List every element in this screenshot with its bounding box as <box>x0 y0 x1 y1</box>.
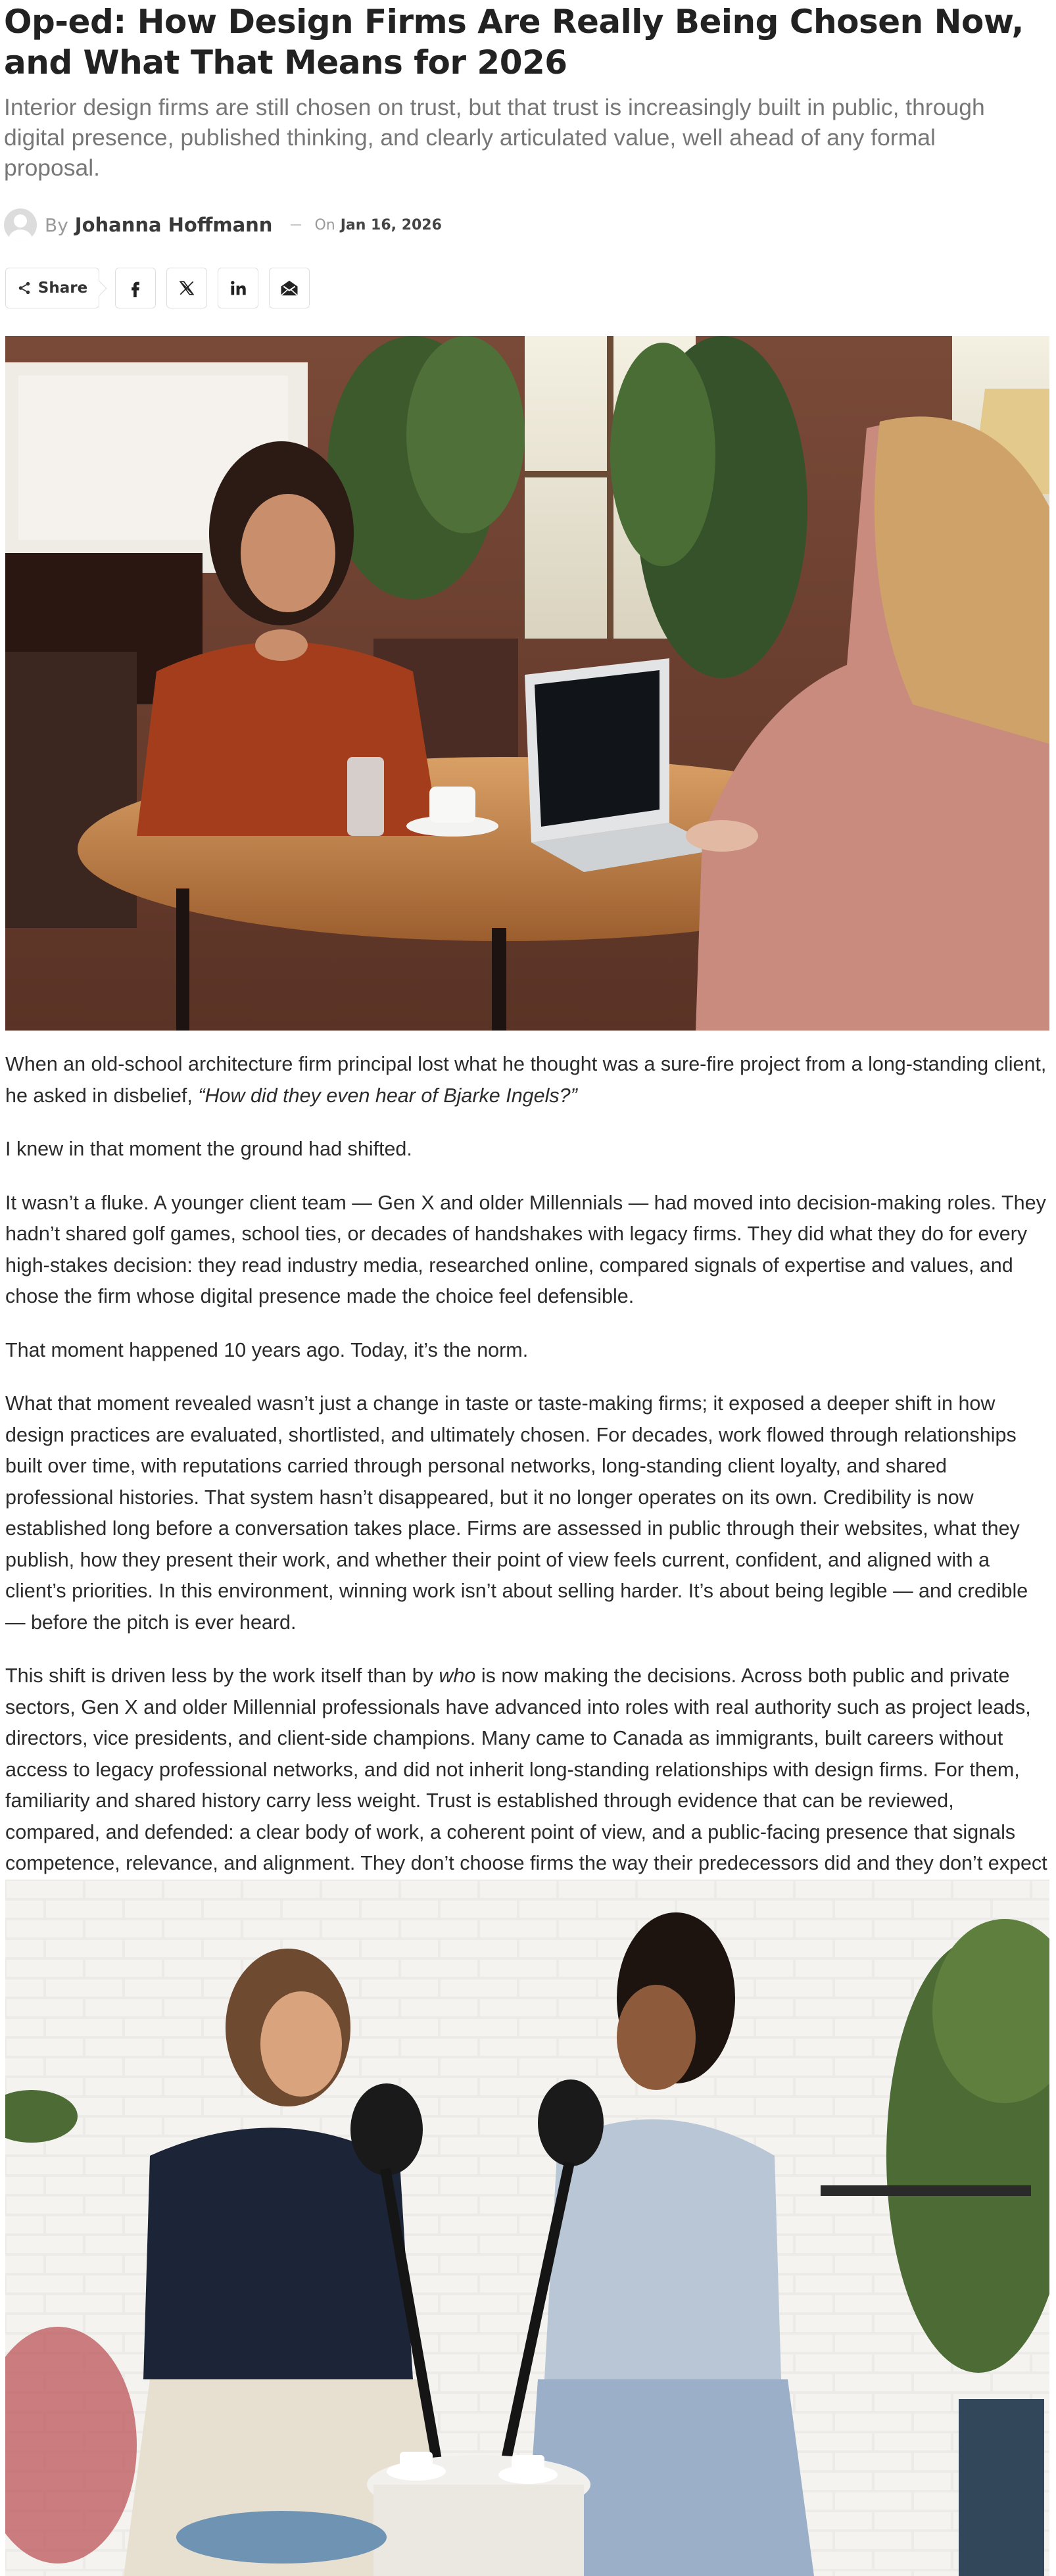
x-icon <box>178 279 195 297</box>
share-x-button[interactable] <box>166 268 207 308</box>
paragraph-6 <box>5 1661 1051 1910</box>
byline <box>4 208 661 242</box>
hero-image-meeting <box>5 336 1049 1031</box>
article-headline: Op-ed: How Design Firms Are Really Being Chosen Now, and What That Means for 2026 <box>4 3 1024 82</box>
article-dek: Interior design firms are still chosen on trust, but that trust is increasingly built in public, through digital presence, published thinking, and clearly articulated value, well ahead of any formal proposal. <box>4 94 985 181</box>
author-name-link[interactable]: Johanna Hoffmann <box>74 214 273 236</box>
paragraph-6-before: This shift is driven less by the work itself than by <box>5 1665 439 1687</box>
paragraph-4: That moment happened 10 years ago. Today, it’s the norm. <box>5 1338 529 1361</box>
on-label: On <box>314 216 335 233</box>
byline-separator <box>291 224 301 226</box>
share-email-button[interactable] <box>269 268 310 308</box>
publish-date: Jan 16, 2026 <box>340 216 442 233</box>
linkedin-icon <box>229 279 247 297</box>
paragraph-6-after: is now making the decisions. Across both public and private sectors, Gen X and older Millennial professionals have advanced into roles with real authority such as project leads, directors, vice presidents, and client-side champions. Many came to Canada as immigrants, built careers without access to legacy professional networks, and did not inherit long-standing relationships with design firms. For them, familiarity and shared history carry less weight. Trust is established through evidence that can be reviewed, compared, and defended: a clear body of work, a coherent point of view, and a public-facing presence that signals competence, relevance, and alignment. They don’t choose firms the way their predecessors did and they don’t expect <box>5 1665 1047 1874</box>
share-facebook-button[interactable] <box>115 268 156 308</box>
facebook-icon <box>126 279 145 297</box>
share-icon <box>17 281 32 295</box>
share-label: Share <box>37 279 88 297</box>
podcast-image <box>5 1880 1049 2576</box>
share-button[interactable] <box>5 268 99 308</box>
paragraph-1-quote: “How did they even hear of Bjarke Ingels?” <box>198 1084 577 1107</box>
article-body <box>5 1049 1051 1933</box>
paragraph-5: What that moment revealed wasn’t just a change in taste or taste-making firms; it exposed a deeper shift in how design practices are evaluated, shortlisted, and ultimately chosen. For decades, work flowed through relationships built over time, with reputations carried through personal networks, long-standing client loyalty, and shared professional histories. That system hasn’t disappeared, but it no longer operates on its own. Credibility is now established long before a conversation takes place. Firms are assessed in public through their websites, what they publish, how they present their work, and whether their point of view feels current, confident, and aligned with a client’s priorities. In this environment, winning work isn’t about selling harder. It’s about being legible — and credible — before the pitch is ever heard. <box>5 1392 1028 1634</box>
email-icon <box>279 278 299 298</box>
share-bar <box>5 268 310 308</box>
paragraph-6-emphasis: who <box>439 1665 476 1687</box>
paragraph-3: It wasn’t a fluke. A younger client team — Gen X and older Millennials — had moved into decision-making roles. They hadn’t shared golf games, school ties, or decades of handshakes with legacy firms. They did what they do for every high-stakes decision: they read industry media, researched online, compared signals of expertise and values, and chose the firm whose digital presence made the choice feel defensible. <box>5 1191 1046 1307</box>
by-label: By <box>45 214 68 236</box>
author-avatar[interactable] <box>4 208 37 241</box>
share-linkedin-button[interactable] <box>218 268 258 308</box>
paragraph-1-text: When an old-school architecture firm principal lost what he thought was a sure-fire project from a long-standing client, he asked in disbelief, <box>5 1053 1047 1107</box>
paragraph-1 <box>5 1049 1051 1111</box>
paragraph-2: I knew in that moment the ground had shifted. <box>5 1138 412 1160</box>
